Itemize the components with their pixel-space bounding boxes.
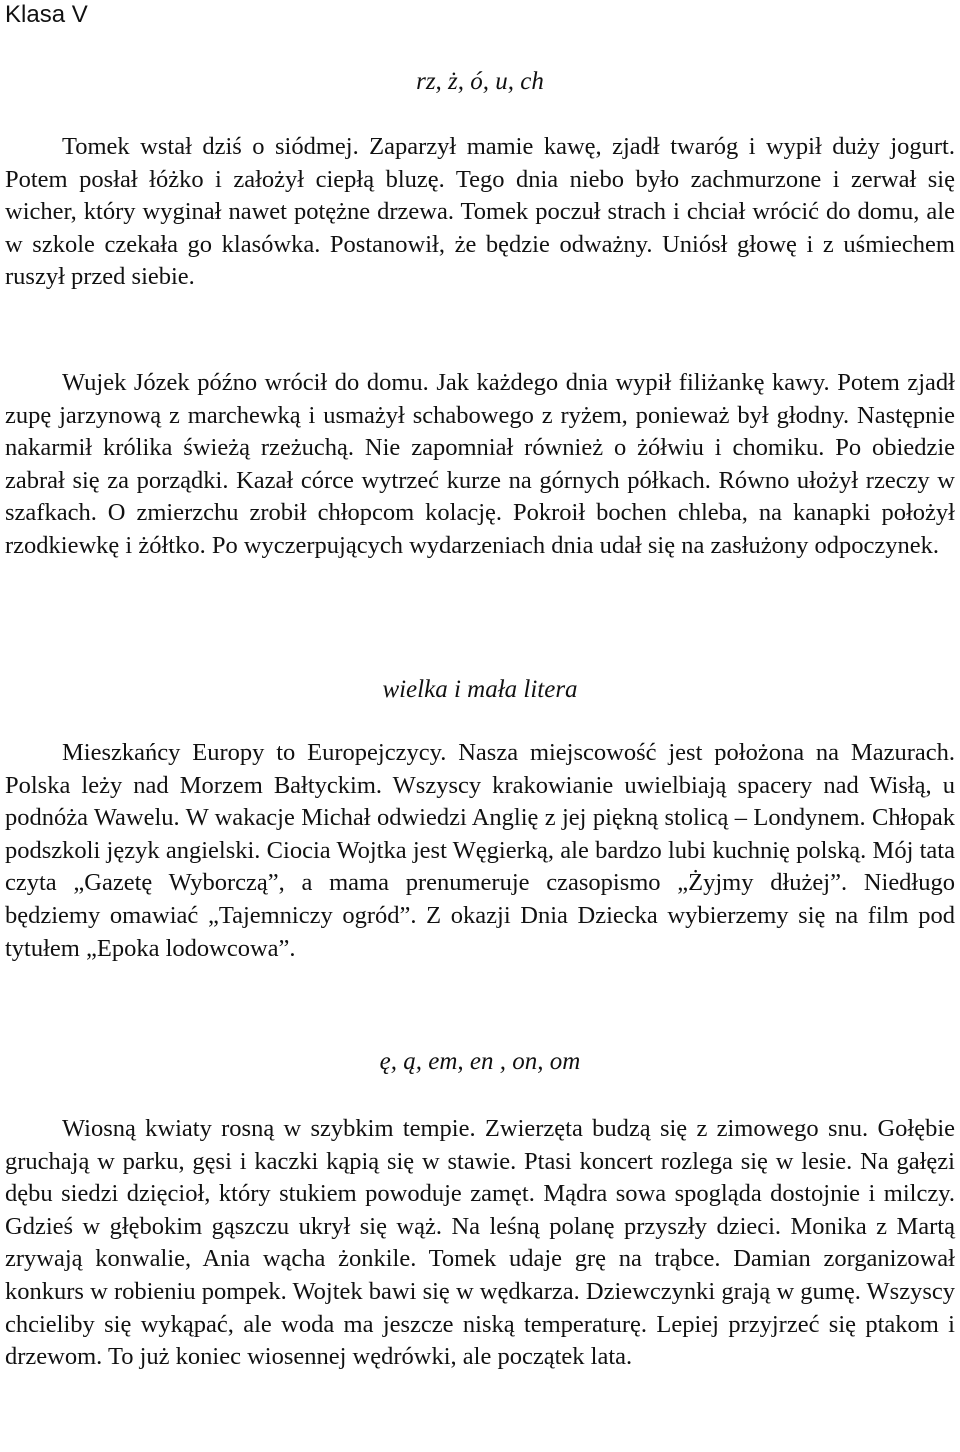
paragraph-wiosna: Wiosną kwiaty rosną w szybkim tempie. Zwierzęta budzą się z zimowego snu. Gołębie gruchają w parku, gęsi i kaczki kąpią się w stawie. Ptasi koncert rozlega się w lesie. Na gałęzi dębu siedzi dzięcioł, który stukiem powoduje zamęt. Mądra sowa spogląda dostojnie i milczy. Gdzieś w głębokim gąszczu ukrył się wąż. Na leśną polanę przyszły dzieci. Monika z Martą zrywają konwalie, Ania wącha żonkile. Tomek udaje grę na trąbce. Damian zorganizował konkurs w robieniu pompek. Wojtek bawi się w wędkarza. Dziewczynki grają w gumę. Wszyscy chcieliby się wykąpać, ale woda ma jeszcze niską temperaturę. Lepiej przyjrzeć się ptakom i drzewom. To już koniec wiosennej wędrówki, ale początek lata.	[5, 1115, 955, 1371]
document-title: Klasa V	[5, 1, 88, 28]
paragraph-tomek: Tomek wstał dziś o siódmej. Zaparzył mamie kawę, zjadł twaróg i wypił duży jogurt. Potem posłał łóżko i założył ciepłą bluzę. Tego dnia niebo było zachmurzone i zerwał się wicher, który wyginał nawet potężne drzewa. Tomek poczuł strach i chciał wrócić do domu, ale w szkole czekała go klasówka. Postanowił, że będzie odważny. Uniósł głowę i z uśmiechem ruszył przed siebie.	[5, 133, 955, 291]
paragraph-wujek-jozek: Wujek Józek późno wrócił do domu. Jak każdego dnia wypił filiżankę kawy. Potem zjadł zupę jarzynową z marchewką i usmażył schabowego z ryżem, ponieważ był głodny. Następnie nakarmił królika świeżą rzeżuchą. Nie zapomniał również o żółwiu i chomiku. Po obiedzie zabrał się za porządki. Kazał córce wytrzeć kurze na górnych półkach. Równo ułożył rzeczy w szafkach. O zmierzchu zrobił chłopcom kolację. Pokroił bochen chleba, na kanapki położył rzodkiewkę i żółtko. Po wyczerpujących wydarzeniach dnia udał się na zasłużony odpoczynek.	[5, 369, 955, 559]
paragraph-mieszkancy-europy: Mieszkańcy Europy to Europejczycy. Nasza miejscowość jest położona na Mazurach. Polska leży nad Morzem Bałtyckim. Wszyscy krakowianie uwielbiają spacery nad Wisłą, u podnóża Wawelu. W wakacje Michał odwiedzi Anglię z jej piękną stolicą – Londynem. Chłopak podszkoli język angielski. Ciocia Wojtka jest Węgierką, ale bardzo lubi kuchnię polską. Mój tata czyta „Gazetę Wyborczą”, a mama prenumeruje czasopismo „Żyjmy dłużej”. Niedługo będziemy omawiać „Tajemniczy ogród”. Z okazji Dnia Dziecka wybierzemy się na film pod tytułem „Epoka lodowcowa”.	[5, 739, 955, 962]
section-heading-rz-z-o-u-ch: rz, ż, ó, u, ch	[416, 68, 544, 95]
section-heading-wielka-i-mala-litera: wielka i mała litera	[382, 676, 578, 703]
section-heading-nosowki: ę, ą, em, en , on, om	[379, 1048, 581, 1075]
